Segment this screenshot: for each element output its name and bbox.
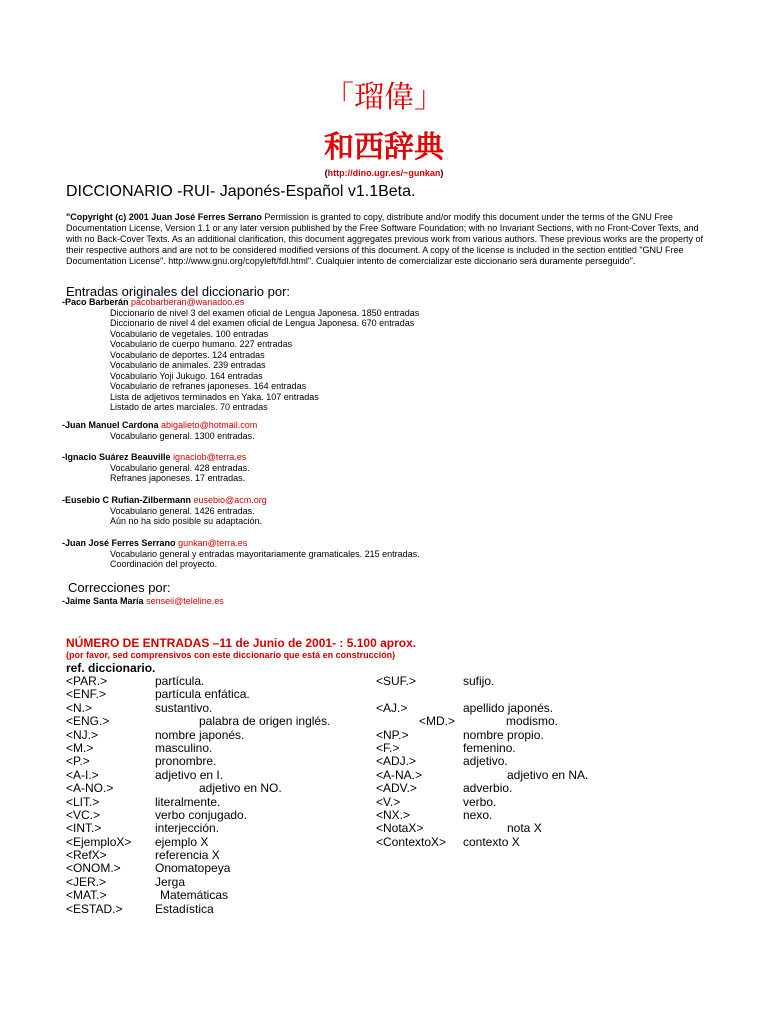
abbreviations-right-column — [376, 675, 706, 849]
abbr-desc: modismo. — [506, 714, 559, 729]
abbr-row — [376, 836, 706, 849]
abbr-code: <F.> — [376, 740, 400, 755]
abbr-desc: contexto X — [463, 834, 520, 849]
contributor-block — [62, 297, 419, 413]
contributor-item: Vocabulario de animales. 239 entradas — [110, 360, 266, 370]
abbr-code: <ADJ.> — [376, 754, 417, 769]
project-url-link[interactable]: http://dino.ugr.es/~gunkan — [327, 168, 441, 178]
abbr-desc: sustantivo. — [155, 700, 213, 715]
contributor-name: -Juan José Ferres Serrano — [62, 538, 176, 548]
corrector-name: -Jaime Santa María — [62, 596, 144, 606]
contributor-email-link[interactable]: ignaciob@terra.es — [173, 452, 247, 462]
abbr-row — [376, 809, 706, 822]
abbr-desc: masculino. — [155, 740, 213, 755]
url-paren-close: ) — [440, 168, 444, 178]
abbr-row — [66, 702, 366, 715]
abbr-code: <A-NA.> — [376, 767, 423, 782]
contributor-email-link[interactable]: gunkan@terra.es — [178, 538, 248, 548]
abbr-desc: nombre japonés. — [155, 727, 245, 742]
contributor-item: Lista de adjetivos terminados en Yaka. 107 entradas — [110, 391, 319, 402]
abbr-desc: adverbio. — [463, 781, 513, 796]
contributor-block — [62, 538, 420, 570]
abbr-row — [66, 876, 366, 889]
abbr-row — [66, 688, 366, 701]
abbr-desc: Onomatopeya — [155, 861, 231, 876]
contributor-email-link[interactable]: abigalieto@hotmail.com — [161, 420, 258, 430]
contributor-item: Diccionario de nivel 4 del examen oficial de Lengua Japonesa. 670 entradas — [110, 318, 415, 328]
abbr-row — [376, 769, 706, 782]
contributor-item: Coordinación del proyecto. — [110, 559, 218, 569]
contributor-item: Vocabulario de vegetales. 100 entradas — [110, 328, 269, 339]
entries-count-heading: NÚMERO DE ENTRADAS –11 de Junio de 2001- : 5.100 aprox. — [66, 636, 417, 650]
dictionary-title: DICCIONARIO -RUI- Japonés-Español v1.1Beta. — [66, 183, 416, 200]
abbr-desc: verbo conjugado. — [155, 807, 248, 822]
abbr-desc: literalmente. — [155, 794, 221, 809]
abbr-code: <INT.> — [66, 821, 102, 836]
abbr-row — [66, 903, 366, 916]
contributor-item: Aún no ha sido posible su adaptación. — [110, 516, 263, 526]
abbr-code: <N.> — [66, 700, 93, 715]
abbr-row — [376, 688, 706, 701]
abbr-code: <ADV.> — [376, 781, 417, 796]
corrections-heading: Correcciones por: — [68, 580, 171, 595]
abbr-row — [66, 849, 366, 862]
contributor-email-link[interactable]: pacobarberan@wanadoo.es — [131, 297, 245, 307]
contributor-item: Vocabulario de deportes. 124 entradas — [110, 349, 265, 360]
abbr-row — [66, 809, 366, 822]
contributor-name: -Eusebio C Rufian-Zilbermann — [62, 495, 192, 505]
contributor-item: Vocabulario general. 428 entradas. — [110, 462, 250, 473]
abbr-row — [376, 755, 706, 768]
abbr-code: <A-NO.> — [66, 781, 114, 796]
abbr-code: <ENF.> — [66, 687, 107, 702]
abbr-row — [376, 675, 706, 688]
abbr-desc: partícula enfática. — [155, 687, 250, 702]
abbr-code: <V.> — [376, 794, 401, 809]
contributor-item: Vocabulario general. 1300 entradas. — [110, 430, 255, 441]
abbr-desc: nexo. — [463, 807, 493, 822]
abbr-code: <NP.> — [376, 727, 409, 742]
contributor-item: Diccionario de nivel 3 del examen oficial de Lengua Japonesa. 1850 entradas — [110, 307, 420, 318]
abbr-desc: partícula. — [155, 674, 205, 688]
abbr-code: <MAT.> — [66, 888, 107, 903]
abbr-code: <JER.> — [66, 874, 107, 889]
contributor-email-link[interactable]: eusebio@acm.org — [193, 495, 267, 505]
abbr-code: <AJ.> — [376, 700, 408, 715]
copyright-notice — [66, 212, 706, 267]
abbr-desc: adjetivo en NA. — [507, 767, 589, 782]
contributor-block — [62, 420, 257, 441]
abbr-desc: adjetivo. — [463, 754, 508, 769]
abbr-row — [66, 769, 366, 782]
abbr-desc: verbo. — [463, 794, 497, 809]
contributor-item: Vocabulario general y entradas mayoritariamente gramaticales. 215 entradas. — [110, 548, 420, 559]
abbr-code: <ESTAD.> — [66, 901, 123, 916]
abbr-code: <RefX> — [66, 848, 107, 863]
abbr-row — [66, 836, 366, 849]
abbr-code: <LIT.> — [66, 794, 100, 809]
abbr-row — [66, 889, 366, 902]
abbr-desc: adjetivo en I. — [155, 767, 224, 782]
abbr-code: <ContextoX> — [376, 834, 447, 849]
abbr-row — [376, 715, 706, 728]
abbr-desc: interjección. — [155, 821, 220, 836]
contributor-block — [62, 452, 250, 484]
abbr-code: <SUF.> — [376, 674, 417, 688]
abbr-row — [66, 742, 366, 755]
abbr-row — [376, 729, 706, 742]
abbr-code: <NX.> — [376, 807, 411, 822]
abbr-row — [66, 675, 366, 688]
contributor-item: Listado de artes marciales. 70 entradas — [110, 402, 268, 412]
abbr-code: <NotaX> — [376, 821, 424, 836]
abbr-desc: Matemáticas — [160, 888, 229, 903]
corrector-email-link[interactable]: senseii@teleline.es — [146, 596, 224, 606]
entries-note: (por favor, sed comprensivos con este diccionario que está en construcción) — [66, 650, 396, 660]
contributor-item: Vocabulario de cuerpo humano. 227 entradas — [110, 339, 293, 349]
abbr-desc: apellido japonés. — [463, 700, 554, 715]
abbr-code: <M.> — [66, 740, 94, 755]
abbr-code: <A-I.> — [66, 767, 99, 782]
abbr-desc: femenino. — [463, 740, 516, 755]
abbr-code: <NJ.> — [66, 727, 99, 742]
abbr-row — [66, 822, 366, 835]
ref-dictionary-heading: ref. diccionario. — [66, 661, 156, 675]
abbr-desc: sufijo. — [463, 674, 495, 688]
contributor-block — [62, 495, 267, 527]
contributor-item: Vocabulario Yoji Jukugo. 164 entradas — [110, 370, 263, 381]
abbr-row — [66, 782, 366, 795]
abbr-row — [66, 862, 366, 875]
abbr-desc: nota X — [507, 821, 542, 836]
abbreviations-left-column — [66, 675, 366, 916]
contributor-item: Vocabulario general. 1426 entradas. — [110, 505, 255, 516]
copyright-lead: "Copyright (c) 2001 Juan José Ferres Serrano — [66, 212, 262, 222]
contributors-heading: Entradas originales del diccionario por: — [66, 284, 291, 299]
abbr-code: <ONOM.> — [66, 861, 121, 876]
contributor-name: -Juan Manuel Cardona — [62, 420, 159, 430]
abbr-row — [376, 782, 706, 795]
abbr-row — [376, 796, 706, 809]
abbr-code: <EjemploX> — [66, 834, 132, 849]
abbr-desc: ejemplo X — [155, 834, 209, 849]
project-url-line — [0, 168, 768, 178]
abbr-code: <VC.> — [66, 807, 101, 822]
url-paren-open: ( — [324, 168, 328, 178]
abbr-desc: adjetivo en NO. — [199, 781, 282, 796]
abbr-row — [66, 729, 366, 742]
abbr-desc: referencia X — [155, 848, 220, 863]
copyright-body: Permission is granted to copy, distribute and/or modify this document under the terms of the GNU Free Documentation License, Version 1.1 or any later version published by the Free Software Foundation; with no Invariant Sections, with no Front-Cover Texts, and with no Back-Cover Texts. As an additional clarification, this document aggregates previous work from various authors. These previous works are the property of their respective authors and are not to be considered modified versions of this document. A copy of the license is included in the section entitled "GNU Free Documentation License". http://www.gnu.org/copyleft/fdl.html". Cualquier intento de comercializar este diccionario será duramente perseguido". — [66, 212, 703, 266]
abbr-code: <MD.> — [419, 714, 456, 729]
contributor-item: Refranes japoneses. 17 entradas. — [110, 473, 246, 483]
abbr-code: <PAR.> — [66, 674, 108, 688]
abbr-desc: Jerga — [155, 874, 186, 889]
abbr-row — [376, 742, 706, 755]
abbr-desc: Estadística — [155, 901, 214, 916]
abbr-row — [66, 755, 366, 768]
title-kanji-rui: 「瑠偉」 — [324, 80, 444, 115]
abbr-row — [376, 702, 706, 715]
abbr-code: <ENG.> — [66, 714, 110, 729]
contributor-item: Vocabulario de refranes japoneses. 164 entradas — [110, 381, 307, 391]
contributor-name: -Ignacio Suárez Beauville — [62, 452, 171, 462]
abbr-row — [376, 822, 706, 835]
contributor-name: -Paco Barberán — [62, 297, 129, 307]
corrector-block — [62, 596, 224, 607]
title-kanji-waseijiten: 和西辞典 — [324, 130, 444, 165]
abbr-desc: nombre propio. — [463, 727, 544, 742]
abbr-row — [66, 715, 366, 728]
abbr-desc: palabra de origen inglés. — [199, 714, 331, 729]
abbr-code: <P.> — [66, 754, 90, 769]
abbr-row — [66, 796, 366, 809]
abbr-desc: pronombre. — [155, 754, 217, 769]
